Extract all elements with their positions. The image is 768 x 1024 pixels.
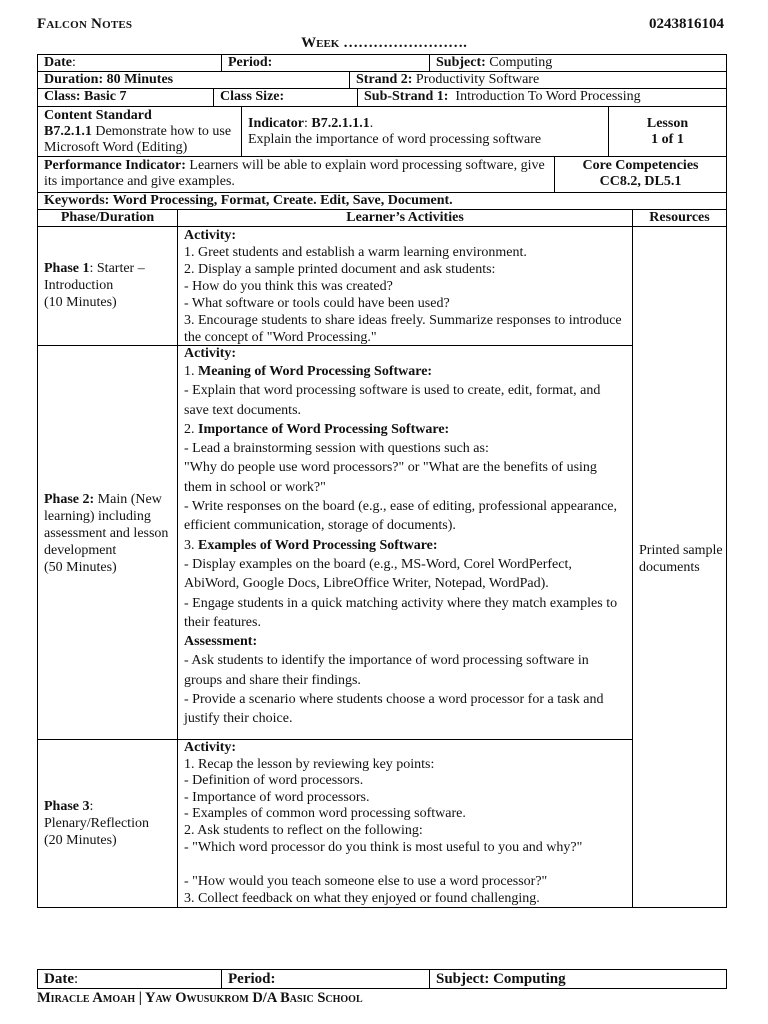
phase3-activity-title: Activity: <box>184 740 237 755</box>
period-label: Period: <box>228 55 273 70</box>
phase3-activities <box>184 740 630 907</box>
period-cell <box>221 55 429 71</box>
section-text: - Engage students in a quick matching activity where they match examples to their features. <box>184 595 618 630</box>
activities-header-label: Learner’s Activities <box>346 210 464 225</box>
section-title-importance: Importance of Word Processing Software: <box>198 421 450 437</box>
phase-header <box>38 210 177 226</box>
indicator-text: Explain the importance of word processing software <box>248 132 542 147</box>
phases-table <box>37 226 727 908</box>
section-number: 3. <box>184 537 195 553</box>
duration-cell <box>38 72 349 88</box>
duration-label: Duration: 80 Minutes <box>44 72 174 87</box>
phase3-colon: : <box>89 799 94 814</box>
brand-title: Falcon Notes <box>37 16 133 32</box>
content-standard-cell <box>38 107 241 156</box>
section-title-examples: Examples of Word Processing Software: <box>198 537 438 553</box>
substrand-value: Introduction To Word Processing <box>455 89 641 104</box>
phase2-activities <box>184 345 626 729</box>
class-size-cell <box>213 89 357 106</box>
class-cell <box>38 89 213 106</box>
phone-number: 0243816104 <box>649 16 724 32</box>
keywords-text: Keywords: Word Processing, Format, Create. Edit, Save, Document. <box>44 193 453 208</box>
spacer <box>184 856 630 874</box>
section-text: - Lead a brainstorming session with questions such as: <box>184 441 489 457</box>
content-standard-label: Content Standard <box>44 108 152 123</box>
performance-label: Performance Indicator: <box>44 158 186 173</box>
resources-header-label: Resources <box>649 210 710 225</box>
section-text: - Display examples on the board (e.g., MS-Word, Corel WordPerfect, AbiWord, Google Docs, LibreOffice Writer, Notepad, WordPad). <box>184 556 572 592</box>
content-standard-text: Demonstrate how to use Microsoft Word (Editing) <box>44 124 232 155</box>
section-text: "Why do people use word processors?" or "What are the benefits of using them in school or work?" <box>184 460 597 495</box>
activities-header <box>177 210 632 226</box>
phase1-line: 1. Greet students and establish a warm learning environment. <box>184 245 527 260</box>
class-size-label: Class Size: <box>220 89 285 104</box>
date-label: Date <box>44 55 72 70</box>
phase2-activity-title: Activity: <box>184 346 237 361</box>
assessment-title: Assessment: <box>184 634 258 650</box>
indicator-code: B7.2.1.1.1 <box>311 116 370 131</box>
phase3-line: 2. Ask students to reflect on the following: <box>184 822 423 838</box>
phase3-label-rest: Plenary/Reflection <box>44 816 149 831</box>
section-number: 1. <box>184 364 195 379</box>
keywords-row <box>37 192 727 209</box>
assessment-text: - Provide a scenario where students choose a word processor for a task and justify their choice. <box>184 692 604 727</box>
keywords-cell <box>38 193 726 209</box>
lesson-value: 1 of 1 <box>651 132 684 147</box>
section-number: 2. <box>184 421 195 437</box>
phase1-line: 3. Encourage students to share ideas freely. Summarize responses to introduce the concept of "Word Processing." <box>184 313 622 345</box>
info-row-class <box>37 88 727 106</box>
phase3-line: - "Which word processor do you think is most useful to you and why?" <box>184 839 583 855</box>
strand-value: Productivity Software <box>415 72 540 87</box>
section-text: - Write responses on the board (e.g., ease of editing, professional appearance, efficient communication, storage of documents). <box>184 499 618 534</box>
footer-date-colon: : <box>74 971 79 987</box>
phase3-duration: (20 Minutes) <box>44 833 117 848</box>
footer-period-label: Period: <box>228 971 276 987</box>
phase2-label-rest: Main (New learning) including assessment and lesson development <box>44 492 169 558</box>
footer-subject-cell <box>429 970 726 988</box>
subject-value: Computing <box>489 55 553 70</box>
phase-header-label: Phase/Duration <box>60 210 155 225</box>
phase1-activity-title: Activity: <box>184 228 237 243</box>
phase3-name: Phase 3 <box>44 799 90 814</box>
phase2-duration: (50 Minutes) <box>44 560 117 575</box>
info-row-duration <box>37 71 727 88</box>
info-row-date <box>37 54 727 71</box>
resources-header <box>632 210 726 226</box>
phase3-line: - Examples of common word processing software. <box>184 806 466 822</box>
lesson-cell <box>608 107 726 156</box>
performance-text: Learners will be able to explain word processing software, give its importance and give examples. <box>44 158 545 189</box>
phase3-line: 3. Collect feedback on what they enjoyed or found challenging. <box>184 890 540 906</box>
phase2-label <box>44 491 174 576</box>
phase1-line: - What software or tools could have been used? <box>184 296 450 311</box>
author-line: Miracle Amoah | Yaw Owusukrom D/A Basic School <box>37 990 363 1006</box>
phase3-line: 1. Recap the lesson by reviewing key points: <box>184 756 435 772</box>
phase1-line: 2. Display a sample printed document and ask students: <box>184 262 496 277</box>
section-title-meaning: Meaning of Word Processing Software: <box>198 364 433 379</box>
phase1-activities <box>184 227 626 346</box>
strand-cell <box>349 72 726 88</box>
performance-row <box>37 156 727 192</box>
phase1-name: Phase 1 <box>44 261 90 276</box>
content-standard-code: B7.2.1.1 <box>44 124 92 139</box>
footer-date-label: Date <box>44 971 74 987</box>
indicator-cell: Indicator: B7.2.1.1.1. Explain the importance of word processing software <box>241 107 608 156</box>
footer-date-cell <box>38 970 221 988</box>
lesson-label: Lesson <box>646 116 689 131</box>
week-label: Week ……………………. <box>301 35 467 51</box>
column-divider-2 <box>632 227 633 907</box>
resources-text: Printed sample documents <box>639 543 723 575</box>
phase1-line: - How do you think this was created? <box>184 279 393 294</box>
assessment-text: - Ask students to identify the importance of word processing software in groups and share their findings. <box>184 653 589 688</box>
footer-row <box>37 969 727 989</box>
table-header-row <box>37 209 727 226</box>
phase3-line: - Importance of word processors. <box>184 789 370 805</box>
section-text: - Explain that word processing software is used to create, edit, format, and save text documents. <box>184 383 601 418</box>
performance-cell <box>38 157 554 192</box>
phase3-label <box>44 798 174 849</box>
phase3-line: - "How would you teach someone else to use a word processor?" <box>184 874 548 890</box>
standard-row <box>37 106 727 156</box>
subject-cell <box>429 55 726 71</box>
substrand-label: Sub-Strand 1: <box>364 89 449 104</box>
subject-label: Subject: <box>436 55 486 70</box>
strand-label: Strand 2: <box>356 72 413 87</box>
core-value: CC8.2, DL5.1 <box>599 174 682 189</box>
indicator-label: Indicator <box>248 116 304 131</box>
class-label: Class: Basic 7 <box>44 89 127 104</box>
footer-subject-label: Subject: Computing <box>436 971 566 987</box>
phase2-name: Phase 2: <box>44 492 95 507</box>
substrand-cell <box>357 89 726 106</box>
phase1-duration: (10 Minutes) <box>44 295 117 310</box>
core-competencies-cell <box>554 157 726 192</box>
footer-period-cell <box>221 970 429 988</box>
core-label: Core Competencies <box>582 158 699 173</box>
phase1-label-rest: : Starter – Introduction <box>44 261 145 293</box>
phase1-label <box>44 260 174 311</box>
phase3-line: - Definition of word processors. <box>184 773 364 789</box>
column-divider-1 <box>177 227 178 907</box>
date-colon: : <box>72 55 76 70</box>
date-cell <box>38 55 221 71</box>
